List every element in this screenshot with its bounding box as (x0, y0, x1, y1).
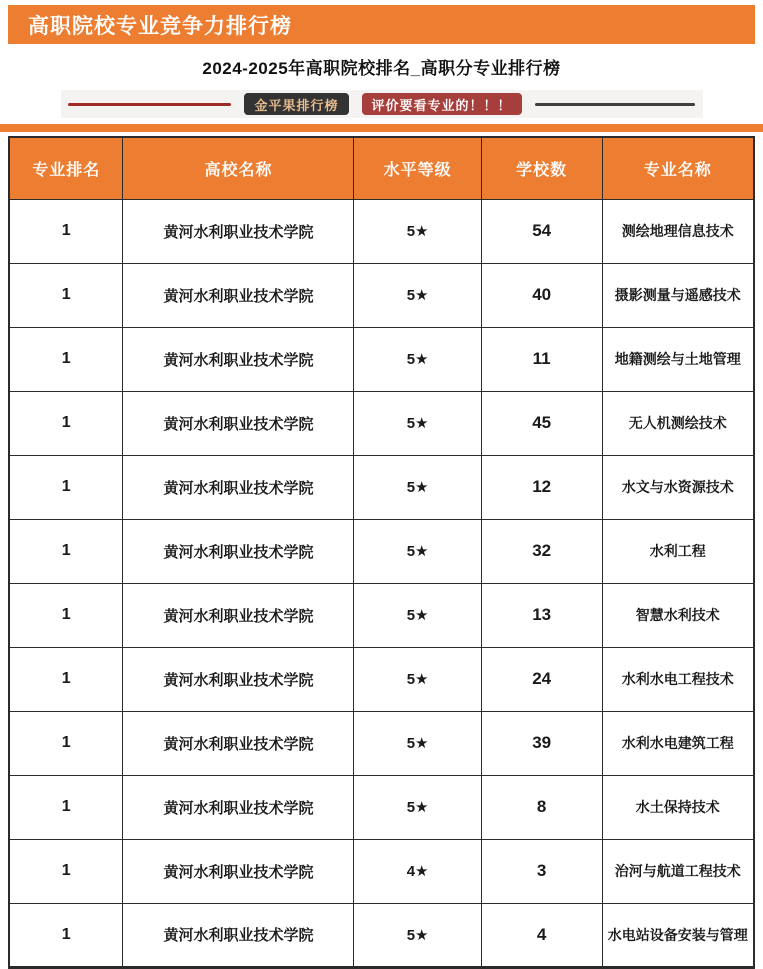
university-cell: 黄河水利职业技术学院 (123, 519, 354, 583)
table-row (9, 903, 754, 967)
university-cell: 黄河水利职业技术学院 (123, 775, 354, 839)
page-title-bar (8, 5, 755, 44)
table-row (9, 327, 754, 391)
school-count-cell: 24 (481, 647, 602, 711)
school-count-cell: 39 (481, 711, 602, 775)
table-row (9, 583, 754, 647)
school-count-cell: 45 (481, 391, 602, 455)
level-cell: 5★ (354, 519, 481, 583)
level-cell: 5★ (354, 199, 481, 263)
table-row (9, 775, 754, 839)
school-count-cell: 3 (481, 839, 602, 903)
school-count-cell: 12 (481, 455, 602, 519)
rank-cell: 1 (9, 775, 123, 839)
column-header-rank: 专业排名 (9, 137, 123, 199)
level-cell: 5★ (354, 583, 481, 647)
rank-cell: 1 (9, 647, 123, 711)
rank-cell: 1 (9, 327, 123, 391)
school-count-cell: 40 (481, 263, 602, 327)
level-cell: 5★ (354, 903, 481, 967)
major-cell: 测绘地理信息技术 (602, 199, 754, 263)
column-header-major: 专业名称 (602, 137, 754, 199)
table-row (9, 391, 754, 455)
major-cell: 水电站设备安装与管理 (602, 903, 754, 967)
university-cell: 黄河水利职业技术学院 (123, 711, 354, 775)
level-cell: 5★ (354, 391, 481, 455)
level-cell: 5★ (354, 327, 481, 391)
major-cell: 摄影测量与遥感技术 (602, 263, 754, 327)
major-cell: 水利水电建筑工程 (602, 711, 754, 775)
decor-band (61, 90, 703, 118)
rank-cell: 1 (9, 391, 123, 455)
table-row (9, 455, 754, 519)
university-cell: 黄河水利职业技术学院 (123, 199, 354, 263)
table-row (9, 839, 754, 903)
rank-cell: 1 (9, 455, 123, 519)
university-cell: 黄河水利职业技术学院 (123, 391, 354, 455)
university-cell: 黄河水利职业技术学院 (123, 839, 354, 903)
slogan-badge: 评价要看专业的！！！ (362, 93, 522, 115)
university-cell: 黄河水利职业技术学院 (123, 455, 354, 519)
level-cell: 5★ (354, 711, 481, 775)
university-cell: 黄河水利职业技术学院 (123, 903, 354, 967)
major-cell: 地籍测绘与土地管理 (602, 327, 754, 391)
major-cell: 智慧水利技术 (602, 583, 754, 647)
ranking-table (8, 136, 755, 969)
major-cell: 治河与航道工程技术 (602, 839, 754, 903)
rank-cell: 1 (9, 263, 123, 327)
table-header-row (9, 137, 754, 199)
page-title: 高职院校专业竞争力排行榜 (28, 14, 292, 38)
level-cell: 5★ (354, 775, 481, 839)
rank-cell: 1 (9, 199, 123, 263)
rank-cell: 1 (9, 519, 123, 583)
school-count-cell: 32 (481, 519, 602, 583)
divider-line-right (535, 103, 695, 106)
brand-badge: 金平果排行榜 (244, 93, 348, 115)
table-row (9, 711, 754, 775)
rank-cell: 1 (9, 711, 123, 775)
level-cell: 4★ (354, 839, 481, 903)
rank-cell: 1 (9, 839, 123, 903)
school-count-cell: 4 (481, 903, 602, 967)
table-row (9, 519, 754, 583)
university-cell: 黄河水利职业技术学院 (123, 327, 354, 391)
major-cell: 水利工程 (602, 519, 754, 583)
school-count-cell: 13 (481, 583, 602, 647)
school-count-cell: 8 (481, 775, 602, 839)
table-body (9, 199, 754, 967)
level-cell: 5★ (354, 263, 481, 327)
school-count-cell: 11 (481, 327, 602, 391)
page-subtitle: 2024-2025年高职院校排名_高职分专业排行榜 (202, 59, 561, 78)
university-cell: 黄河水利职业技术学院 (123, 583, 354, 647)
rank-cell: 1 (9, 583, 123, 647)
major-cell: 水文与水资源技术 (602, 455, 754, 519)
university-cell: 黄河水利职业技术学院 (123, 263, 354, 327)
table-row (9, 199, 754, 263)
divider-line-left (68, 103, 231, 106)
column-header-level: 水平等级 (354, 137, 481, 199)
major-cell: 水利水电工程技术 (602, 647, 754, 711)
major-cell: 水土保持技术 (602, 775, 754, 839)
column-header-university: 高校名称 (123, 137, 354, 199)
university-cell: 黄河水利职业技术学院 (123, 647, 354, 711)
column-header-school-count: 学校数 (481, 137, 602, 199)
orange-divider-strip (0, 124, 763, 132)
rank-cell: 1 (9, 903, 123, 967)
school-count-cell: 54 (481, 199, 602, 263)
level-cell: 5★ (354, 647, 481, 711)
table-row (9, 647, 754, 711)
table-row (9, 263, 754, 327)
major-cell: 无人机测绘技术 (602, 391, 754, 455)
level-cell: 5★ (354, 455, 481, 519)
